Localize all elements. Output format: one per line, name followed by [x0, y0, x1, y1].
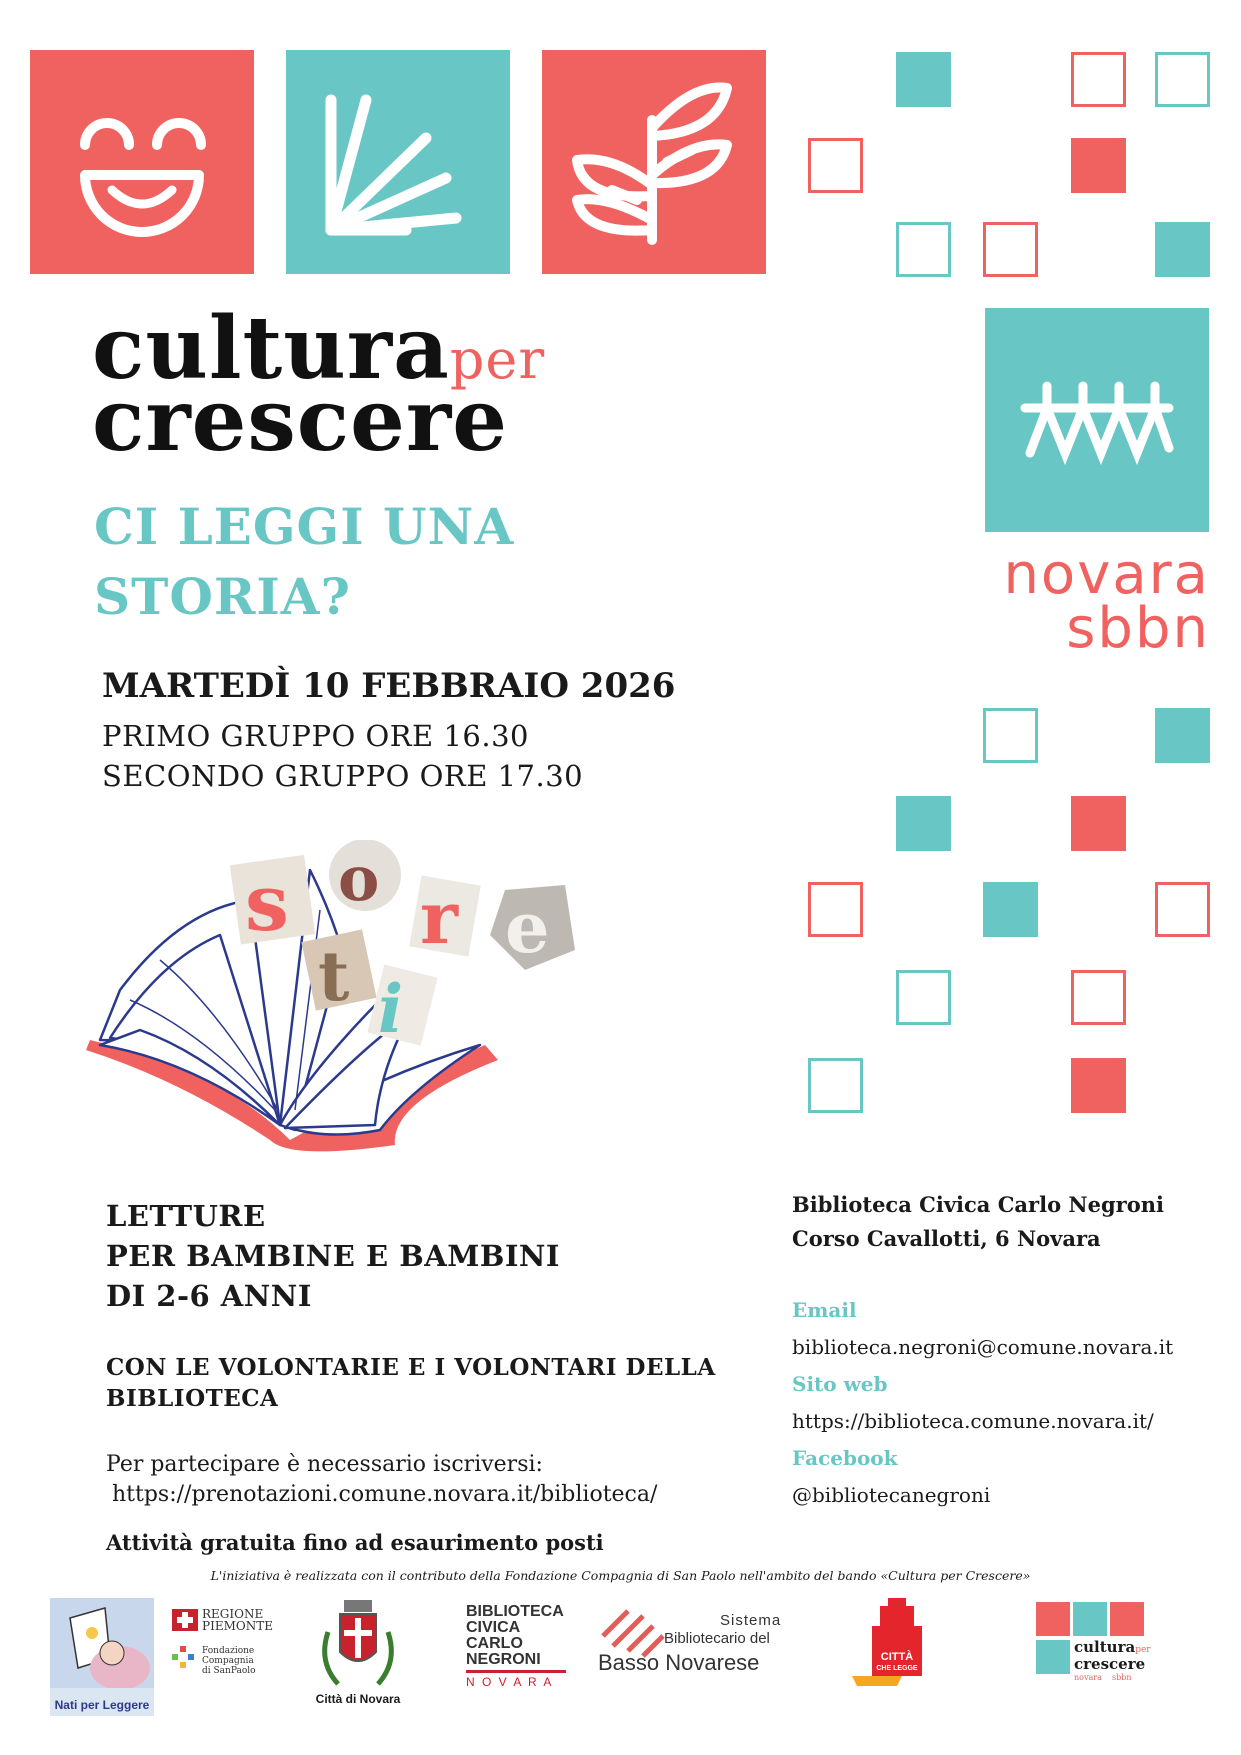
venue-address: Corso Cavallotti, 6 Novara	[792, 1226, 1101, 1251]
pattern-square	[1155, 882, 1210, 937]
regione-piemonte-logo: REGIONE PIEMONTE Fondazione Compagnia di SanPaolo	[172, 1608, 273, 1676]
fondazione-icon	[172, 1646, 196, 1670]
cultura-per-crescere-mini-logo: culturaper crescere novara sbbn	[1036, 1602, 1196, 1685]
pattern-square	[1071, 970, 1126, 1025]
biblioteca-negroni-logo: BIBLIOTECA CIVICA CARLO NEGRONI N O V A R A	[466, 1604, 566, 1689]
registration-block	[106, 1450, 657, 1510]
facebook-label: Facebook	[792, 1446, 898, 1470]
mini-plant-icon	[1110, 1602, 1144, 1636]
pattern-square	[896, 970, 951, 1025]
pattern-square	[983, 222, 1038, 277]
web-label: Sito web	[792, 1372, 888, 1396]
book-rays-tile	[286, 50, 510, 274]
brand-word-cultura: cultura	[92, 298, 450, 399]
group-1-time: PRIMO GRUPPO ORE 16.30	[102, 719, 529, 753]
email-label: Email	[792, 1298, 857, 1322]
venue-block	[792, 1188, 1164, 1256]
open-book-illustration	[80, 840, 660, 1160]
free-activity-note: Attività gratuita fino ad esaurimento posti	[106, 1530, 604, 1555]
pattern-square	[1155, 708, 1210, 763]
brand-word-crescere: crescere	[92, 370, 508, 471]
citta-di-novara-logo	[310, 1592, 406, 1706]
letter-t: t	[318, 937, 350, 1017]
plant-icon	[542, 50, 766, 274]
plant-tile	[542, 50, 766, 274]
registration-intro: Per partecipare è necessario iscriversi:	[106, 1452, 543, 1477]
pattern-square	[1155, 52, 1210, 107]
facebook-link[interactable]: @bibliotecanegroni	[792, 1483, 991, 1507]
citta-label: Città di Novara	[315, 1692, 401, 1706]
letter-s: s	[245, 858, 289, 949]
nati-per-leggere-logo	[50, 1598, 154, 1716]
pattern-square	[983, 708, 1038, 763]
npl-label: Nati per Leggere	[54, 1698, 150, 1712]
venue-name: Biblioteca Civica Carlo Negroni	[792, 1192, 1164, 1217]
pattern-square	[983, 882, 1038, 937]
smile-tile	[30, 50, 254, 274]
letter-r: r	[420, 875, 458, 960]
event-date: MARTEDÌ 10 FEBBRAIO 2026	[102, 666, 676, 706]
mini-rays-icon	[1073, 1602, 1107, 1636]
smile-icon	[30, 50, 254, 274]
citta-che-legge-icon	[852, 1596, 942, 1696]
pattern-square	[1071, 52, 1126, 107]
audience-block: LETTURE PER BAMBINE E BAMBINI DI 2-6 ANNI	[106, 1199, 560, 1313]
letter-i: i	[378, 970, 404, 1048]
book-rays-icon	[286, 50, 510, 274]
pattern-square	[896, 222, 951, 277]
novara-crest-icon	[318, 1592, 398, 1692]
sbbn-tile	[985, 308, 1209, 532]
pattern-square	[896, 52, 951, 107]
brand-wordmark	[92, 298, 546, 471]
reading-child-icon	[50, 1598, 154, 1688]
mini-sbbn-icon	[1036, 1640, 1070, 1674]
sbbn-emblem-icon	[985, 308, 1209, 532]
pattern-square	[1071, 1058, 1126, 1113]
pattern-square	[808, 1058, 863, 1113]
volunteers-note: CON LE VOLONTARIE E I VOLONTARI DELLA BIBLIOTECA	[106, 1354, 716, 1412]
pattern-square	[896, 796, 951, 851]
brand-word-per: per	[449, 328, 546, 391]
letter-o: o	[338, 842, 380, 915]
web-link[interactable]: https://biblioteca.comune.novara.it/	[792, 1409, 1154, 1433]
pattern-square	[808, 138, 863, 193]
event-times	[102, 716, 583, 796]
pattern-square	[1155, 222, 1210, 277]
letter-e: e	[505, 886, 550, 969]
group-2-time: SECONDO GRUPPO ORE 17.30	[102, 759, 584, 793]
citta-che-legge-logo: CITTÀ CHE LEGGE	[852, 1596, 942, 1696]
contacts-block	[792, 1292, 1232, 1514]
pattern-square	[808, 882, 863, 937]
regione-flag-icon	[172, 1609, 198, 1631]
pattern-square	[1071, 796, 1126, 851]
mini-smile-icon	[1036, 1602, 1070, 1636]
open-book-icon	[80, 840, 660, 1160]
pattern-square	[1071, 138, 1126, 193]
email-link[interactable]: biblioteca.negroni@comune.novara.it	[792, 1335, 1174, 1359]
registration-link[interactable]: https://prenotazioni.comune.novara.it/biblioteca/	[112, 1482, 658, 1507]
partner-name: novara sbbn	[1003, 542, 1210, 661]
event-title: CI LEGGI UNA STORIA?	[94, 497, 515, 626]
funding-note: L'iniziativa è realizzata con il contributo della Fondazione Compagnia di San Paolo nell'ambito del bando «Cultura per Crescere»	[210, 1568, 1031, 1583]
